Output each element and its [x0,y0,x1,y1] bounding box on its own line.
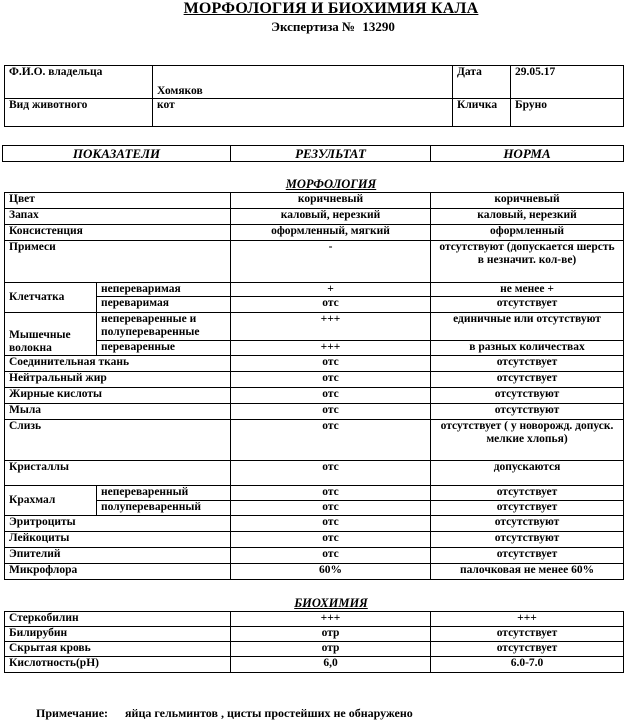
expertise-number: 13290 [362,19,395,34]
result-cell: каловый, нерезкий [231,209,431,225]
table-row [5,193,624,209]
norm-cell: отсутствует [431,501,624,516]
row-label: Жирные кислоты [5,388,231,404]
norm-cell: +++ [431,612,624,627]
result-cell: отс [231,516,431,532]
row-label: Билирубин [5,627,231,642]
row-label: Мышечные волокна [5,313,97,356]
table-row [5,241,624,283]
result-cell: +++ [231,341,431,356]
row-label: Эритроциты [5,516,231,532]
result-cell: отс [231,532,431,548]
norm-cell: единичные или отсутствуют [431,313,624,341]
norm-cell: отсутствует [431,548,624,564]
row-label: Слизь [5,420,231,461]
expertise-label: Экспертиза № [271,19,356,34]
norm-cell: отсутствует ( у новорожд. допуск. мелкие хлопья) [431,420,624,461]
row-label: Лейкоциты [5,532,231,548]
table-row [5,209,624,225]
header-indicators: ПОКАЗАТЕЛИ [3,146,231,162]
sub-label: непереваренный [97,486,231,501]
norm-cell: отсутствуют (допускается шерсть в незначит. кол-ве) [431,241,624,283]
table-row [5,657,624,673]
sub-label: полупереваренный [97,501,231,516]
row-label: Микрофлора [5,564,231,580]
norm-cell: отсутствуют [431,516,624,532]
table-row [5,627,624,642]
table-row [5,388,624,404]
note-label: Примечание: [36,706,109,720]
table-row [5,283,624,297]
result-cell: отс [231,420,431,461]
table-row [5,404,624,420]
norm-cell: отсутствуют [431,404,624,420]
norm-cell: 6.0-7.0 [431,657,624,673]
biochemistry-table [4,611,624,673]
row-label: Запах [5,209,231,225]
result-cell: 6,0 [231,657,431,673]
result-cell: отс [231,297,431,313]
table-row [5,564,624,580]
row-label: Скрытая кровь [5,642,231,657]
note-text: яйца гельминтов , цисты простейших не обнаружено [125,706,413,720]
row-label: Консистенция [5,225,231,241]
table-row [5,372,624,388]
table-row [5,225,624,241]
norm-cell: отсутствует [431,642,624,657]
pet-name-value: Бруно [511,99,624,127]
row-label: Крахмал [5,486,97,516]
date-label: Дата [453,66,511,99]
table-row [5,313,624,341]
table-row [5,501,624,516]
header-norm: НОРМА [431,146,624,162]
row-label: Эпителий [5,548,231,564]
result-cell: отс [231,461,431,486]
result-cell: отр [231,642,431,657]
row-label: Стеркобилин [5,612,231,627]
result-cell: отс [231,501,431,516]
animal-label: Вид животного [5,99,153,127]
header-result: РЕЗУЛЬТАТ [231,146,431,162]
table-row [5,420,624,461]
sub-label: непереваримая [97,283,231,297]
result-cell: отс [231,486,431,501]
norm-cell: палочковая не менее 60% [431,564,624,580]
result-cell: отс [231,404,431,420]
date-value: 29.05.17 [511,66,624,99]
row-label: Примеси [5,241,231,283]
table-row [5,356,624,372]
animal-value: кот [153,99,453,127]
result-cell: коричневый [231,193,431,209]
norm-cell: отсутствует [431,486,624,501]
norm-cell: отсутствует [431,627,624,642]
result-cell: отс [231,372,431,388]
norm-cell: отсутствует [431,356,624,372]
table-row [5,341,624,356]
row-label: Соединительная ткань [5,356,231,372]
table-row [5,486,624,501]
row-label: Мыла [5,404,231,420]
result-cell: оформленный, мягкий [231,225,431,241]
result-cell: отс [231,548,431,564]
norm-cell: не менее + [431,283,624,297]
morphology-section-title: МОРФОЛОГИЯ [285,177,377,191]
norm-cell: каловый, нерезкий [431,209,624,225]
row-label: Кислотность(рН) [5,657,231,673]
norm-cell: коричневый [431,193,624,209]
row-label: Клетчатка [5,283,97,313]
table-row [5,516,624,532]
result-cell: +++ [231,313,431,341]
norm-cell: отсутствует [431,297,624,313]
column-header-table [2,145,624,162]
result-cell: +++ [231,612,431,627]
norm-cell: отсутствуют [431,532,624,548]
sub-label: переваренные [97,341,231,356]
norm-cell: в разных количествах [431,341,624,356]
row-label: Кристаллы [5,461,231,486]
owner-info-table [4,65,624,127]
page-title: МОРФОЛОГИЯ И БИОХИМИЯ КАЛА [183,0,479,17]
sub-label: переваримая [97,297,231,313]
norm-cell: отсутствуют [431,388,624,404]
result-cell: отр [231,627,431,642]
norm-cell: отсутствует [431,372,624,388]
result-cell: + [231,283,431,297]
row-label: Цвет [5,193,231,209]
expertise-line [0,19,627,35]
owner-label: Ф.И.О. владельца [5,66,153,99]
owner-value: Хомяков [153,66,453,99]
biochemistry-section-title: БИОХИМИЯ [294,596,368,610]
result-cell: отс [231,356,431,372]
table-row [5,532,624,548]
table-row [5,461,624,486]
table-row [5,612,624,627]
table-row [5,548,624,564]
pet-name-label: Кличка [453,99,511,127]
norm-cell: допускаются [431,461,624,486]
table-row [5,642,624,657]
row-label: Нейтральный жир [5,372,231,388]
morphology-table [4,192,624,580]
note-line [36,706,413,721]
result-cell: - [231,241,431,283]
norm-cell: оформленный [431,225,624,241]
result-cell: отс [231,388,431,404]
sub-label: непереваренные и полупереваренные [97,313,231,341]
result-cell: 60% [231,564,431,580]
table-row [5,297,624,313]
